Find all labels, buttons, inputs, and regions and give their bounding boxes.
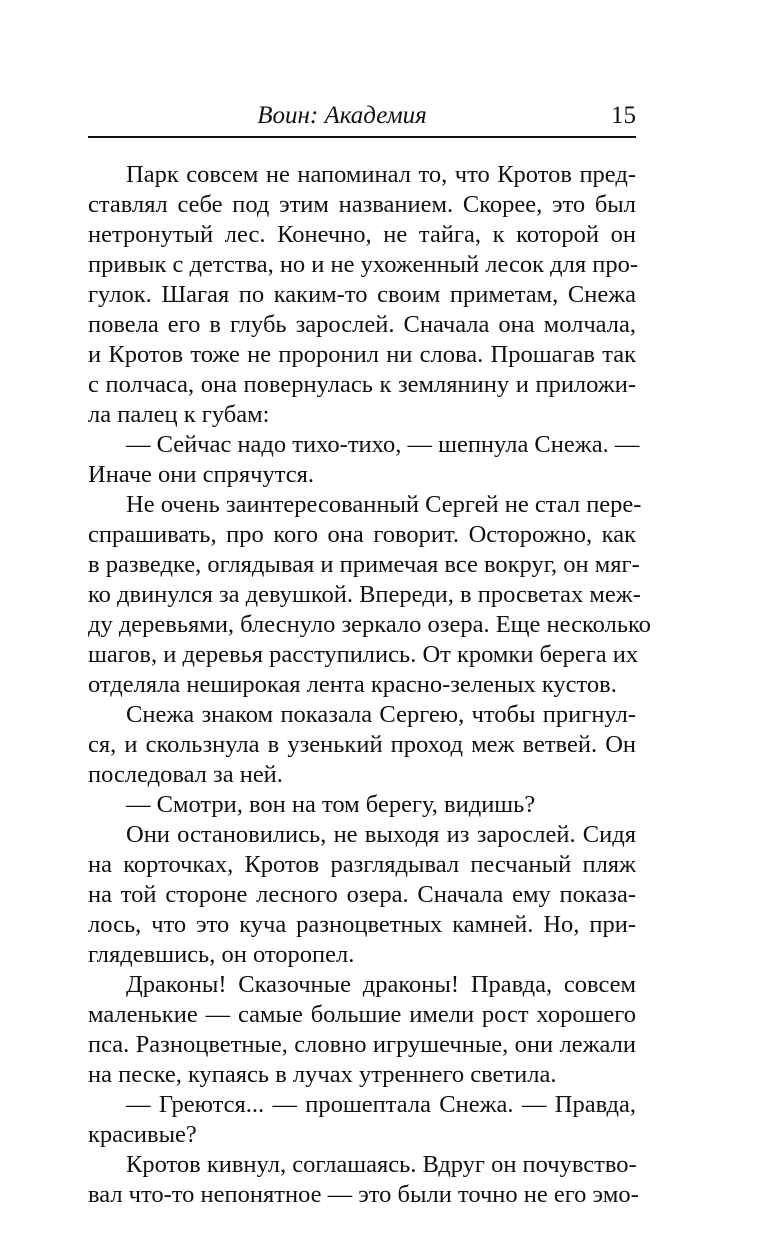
text-line: нетронутый лес. Конечно, не тайга, к которой он <box>88 221 636 248</box>
text-line: ся, и скользнула в узенький проход меж ветвей. Он <box>88 731 636 758</box>
text-line: гулок. Шагая по каким-то своим приметам, Снежа <box>88 281 636 308</box>
text-line: в разведке, оглядывая и примечая все вокруг, он мяг- <box>88 551 640 578</box>
running-title: Воин: Академия <box>257 102 427 129</box>
text-line: ла палец к губам: <box>88 401 270 428</box>
text-line: на песке, купаясь в лучах утреннего светила. <box>88 1061 557 1088</box>
text-line: Они остановились, не выходя из зарослей. Сидя <box>126 821 636 848</box>
text-line: — Сейчас надо тихо-тихо, — шепнула Снежа. — <box>126 431 640 458</box>
text-line: отделяла неширокая лента красно-зеленых кустов. <box>88 671 617 698</box>
page-number: 15 <box>611 102 636 129</box>
text-line: Кротов кивнул, соглашаясь. Вдруг он почувство- <box>126 1151 637 1178</box>
text-line: ду деревьями, блеснуло зеркало озера. Еще несколько <box>88 611 651 638</box>
text-line: пса. Разноцветные, словно игрушечные, они лежали <box>88 1031 636 1058</box>
text-line: Снежа знаком показала Сергею, чтобы пригнул- <box>126 701 636 728</box>
text-line: с полчаса, она повернулась к землянину и приложи- <box>88 371 636 398</box>
text-line: Парк совсем не напоминал то, что Кротов пред- <box>126 161 636 188</box>
text-line: последовал за ней. <box>88 761 283 788</box>
text-line: лось, что это куча разноцветных камней. Но, при- <box>88 911 636 938</box>
text-line: на той стороне лесного озера. Сначала ему показа- <box>88 881 636 908</box>
text-line: на корточках, Кротов разглядывал песчаный пляж <box>88 851 636 878</box>
text-line: ставлял себе под этим названием. Скорее, это был <box>88 191 636 218</box>
text-line: маленькие — самые большие имели рост хорошего <box>88 1001 636 1028</box>
running-header <box>88 100 636 136</box>
text-line: Не очень заинтересованный Сергей не стал пере- <box>126 491 642 518</box>
text-line: шагов, и деревья расступились. От кромки берега их <box>88 641 639 668</box>
text-line: повела его в глубь зарослей. Сначала она молчала, <box>88 311 636 338</box>
text-line: ко двинулся за девушкой. Впереди, в просветах меж- <box>88 581 641 608</box>
text-line: красивые? <box>88 1121 197 1148</box>
text-line: спрашивать, про кого она говорит. Осторожно, как <box>88 521 636 548</box>
header-rule <box>88 136 636 138</box>
text-line: Иначе они спрячутся. <box>88 461 314 488</box>
body-text <box>88 160 651 1210</box>
text-line: Драконы! Сказочные драконы! Правда, совсем <box>126 971 636 998</box>
text-line: вал что-то непонятное — это были точно не его эмо- <box>88 1181 639 1208</box>
text-line: глядевшись, он оторопел. <box>88 941 355 968</box>
text-line: — Греются... — прошептала Снежа. — Правда, <box>126 1091 636 1118</box>
text-line: — Смотри, вон на том берегу, видишь? <box>126 791 536 818</box>
text-line: и Кротов тоже не проронил ни слова. Прошагав так <box>88 341 636 368</box>
text-line: привык с детства, но и не ухоженный лесок для про- <box>88 251 638 278</box>
